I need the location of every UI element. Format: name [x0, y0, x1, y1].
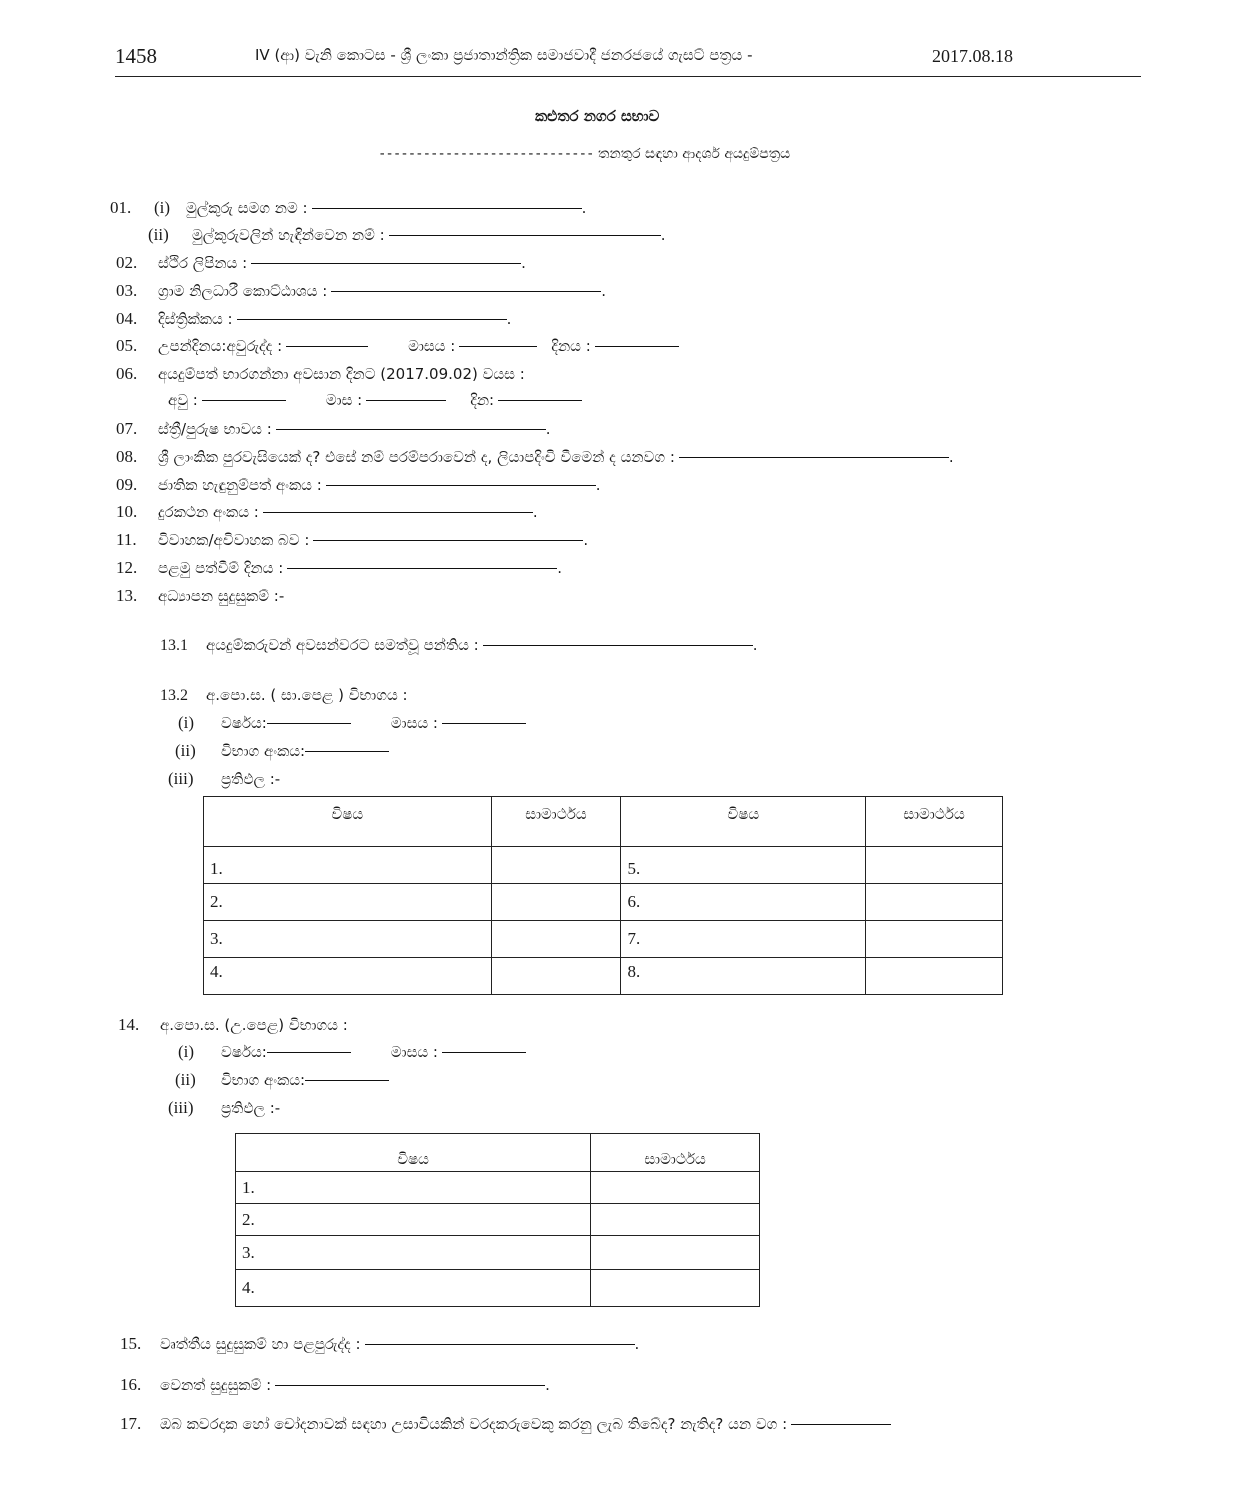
- item-number: 08.: [116, 447, 138, 466]
- table-row: [236, 1204, 760, 1236]
- gn-division-field[interactable]: [331, 291, 601, 292]
- al-index-number-field[interactable]: [305, 1080, 389, 1081]
- grade-cell[interactable]: [866, 884, 1003, 921]
- page-title: කළුතර නගර සභාව: [535, 107, 660, 125]
- field-label-other-qualifications: වෙනත් සුදුසුකම් :: [160, 1376, 272, 1394]
- field-label-gender: ස්ත්‍රී/පුරුෂ භාවය :: [158, 420, 272, 438]
- field-label-al-index: විභාග අංකය:: [221, 1071, 306, 1089]
- district-field[interactable]: [237, 319, 507, 320]
- item-number: 11.: [116, 530, 137, 549]
- grade-cell[interactable]: [491, 921, 621, 958]
- item-15: 15. වෘත්තීය සුදුසුකම් හා පළපුරුද්ද : .: [120, 1334, 640, 1353]
- column-header-pass: සාමාර්ථය: [491, 797, 621, 847]
- item-number: 16.: [120, 1375, 142, 1394]
- item-13: [116, 586, 284, 606]
- marital-status-field[interactable]: [313, 540, 583, 541]
- section-label-al-exam: අ.පො.ස. (උ.පෙළ) විභාගය :: [160, 1016, 348, 1034]
- sub-number: (ii): [175, 741, 196, 760]
- citizenship-field[interactable]: [679, 457, 949, 458]
- field-label-ol-year: වර්ෂය:: [221, 714, 267, 732]
- field-label-ol-index: විභාග අංකය:: [221, 742, 306, 760]
- item-number: 05.: [116, 336, 138, 355]
- ol-index-number-field[interactable]: [305, 751, 389, 752]
- field-label-telephone: දුරකථන අංකය :: [158, 503, 259, 521]
- item-13-1: 13.1 අයදුම්කරුවන් අවසන්වරට සමත්වූ පන්තිය : .: [160, 636, 758, 654]
- field-label-al-results: ප්‍රතිඵල :-: [221, 1099, 281, 1117]
- age-months-field[interactable]: [366, 400, 446, 401]
- field-label-birth-year: උපන්දිනය:අවුරුද්ද :: [158, 337, 283, 355]
- item-02: 02. ස්ථිර ලිපිනය : .: [116, 253, 526, 272]
- item-14: [118, 1015, 348, 1035]
- field-label-birth-month: මාසය :: [408, 337, 456, 355]
- item-11: 11. විවාහක/අවිවාහක බව : .: [116, 530, 589, 549]
- sub-number: (i): [154, 198, 171, 217]
- al-year-field[interactable]: [267, 1052, 351, 1053]
- last-class-passed-field[interactable]: [483, 645, 753, 646]
- grade-cell[interactable]: [591, 1236, 760, 1270]
- first-appointment-date-field[interactable]: [287, 568, 557, 569]
- birth-month-field[interactable]: [459, 346, 537, 347]
- field-label-address: ස්ථිර ලිපිනය :: [158, 254, 248, 272]
- column-header-pass: සාමාර්ථය: [591, 1134, 760, 1172]
- subject-cell[interactable]: 3.: [204, 921, 492, 958]
- sub-number: (i): [178, 1042, 195, 1061]
- names-by-initials-field[interactable]: [389, 235, 661, 236]
- field-label-age-months: මාස :: [325, 391, 363, 409]
- table-row: [236, 1172, 760, 1204]
- age-years-field[interactable]: [202, 400, 286, 401]
- age-days-field[interactable]: [498, 400, 582, 401]
- field-label-age: අයදුම්පත් භාරගන්නා අවසාන දිනට (2017.09.02) වයස :: [158, 365, 525, 383]
- professional-qualifications-field[interactable]: [365, 1344, 635, 1345]
- grade-cell[interactable]: [866, 958, 1003, 995]
- item-13-2: [160, 686, 408, 705]
- page-number: 1458: [115, 44, 157, 68]
- item-12: 12. පළමු පත්වීම් දිනය : .: [116, 558, 563, 577]
- ol-results-table: [203, 796, 1003, 995]
- item-number: 13.2: [160, 687, 188, 704]
- other-qualifications-field[interactable]: [275, 1385, 545, 1386]
- item-number: 02.: [116, 253, 138, 272]
- gazette-part-title: IV (ආ) වැනි කොටස - ශ්‍රී ලංකා ප්‍රජාතාන්ත්‍රික සමාජවාදී ජනරජයේ ගැසට් පත්‍රය -: [255, 46, 753, 64]
- field-label-professional-qualifications: වෘත්තීය සුදුසුකම් හා පළපුරුද්ද :: [160, 1335, 361, 1353]
- table-row: [204, 958, 1003, 995]
- ol-month-field[interactable]: [442, 723, 526, 724]
- birth-day-field[interactable]: [595, 346, 679, 347]
- field-label-nic: ජාතික හැඳුනුම්පත් අංකය :: [158, 476, 322, 494]
- permanent-address-field[interactable]: [251, 263, 521, 264]
- field-label-birth-day: දිනය :: [551, 337, 591, 355]
- table-header-row: [236, 1134, 760, 1172]
- header-rule: [115, 76, 1141, 77]
- nic-number-field[interactable]: [326, 485, 596, 486]
- table-row: [204, 884, 1003, 921]
- item-number: 03.: [116, 281, 138, 300]
- table-row: [204, 921, 1003, 958]
- page-subtitle: තනතුර සඳහා ආදර්ශ අයදුම්පත්‍රය: [598, 146, 791, 162]
- grade-cell[interactable]: [866, 921, 1003, 958]
- item-number: 10.: [116, 502, 138, 521]
- subject-cell[interactable]: 5.: [621, 847, 866, 884]
- item-number: 13.1: [160, 637, 188, 654]
- field-label-district: දිස්ත්‍රික්කය :: [158, 310, 233, 328]
- gender-field[interactable]: [276, 429, 546, 430]
- item-number: 09.: [116, 475, 138, 494]
- subject-cell[interactable]: 8.: [621, 958, 866, 995]
- item-number: 15.: [120, 1334, 142, 1353]
- subject-cell[interactable]: 1.: [204, 847, 492, 884]
- field-label-first-appointment: පළමු පත්වීම් දිනය :: [158, 559, 284, 577]
- item-09: 09. ජාතික හැඳුනුම්පත් අංකය : .: [116, 475, 601, 494]
- item-16: 16. වෙනත් සුදුසුකම් : .: [120, 1375, 550, 1394]
- subject-cell[interactable]: 3.: [236, 1236, 591, 1270]
- gazette-date: 2017.08.18: [932, 46, 1013, 66]
- sub-number: (iii): [168, 1098, 194, 1117]
- field-label-al-month: මාසය :: [390, 1043, 438, 1061]
- subject-cell[interactable]: 2.: [204, 884, 492, 921]
- item-06-age: [168, 391, 582, 409]
- column-header-subject: විෂය: [236, 1134, 591, 1172]
- table-row: [236, 1236, 760, 1270]
- field-label-name-with-initials: මුල්කුරු සමග නම :: [186, 199, 308, 217]
- item-01-ii: (ii) මුල්කුරුවලින් හැඳින්වෙන නම් : .: [148, 225, 666, 244]
- field-label-citizenship: ශ්‍රී ලාංකික පුරවැසියෙක් ද? එසේ නම් පරම්පරාවෙන් ද, ලියාපදිංචි වීමෙන් ද යනවග :: [158, 448, 675, 466]
- al-month-field[interactable]: [442, 1052, 526, 1053]
- convictions-field[interactable]: [791, 1424, 891, 1425]
- field-label-marital-status: විවාහක/අවිවාහක බව :: [158, 531, 310, 549]
- sub-number: (i): [178, 713, 195, 732]
- al-results-table: [235, 1133, 760, 1307]
- birth-year-field[interactable]: [286, 346, 368, 347]
- field-label-ol-results: ප්‍රතිඵල :-: [221, 770, 281, 788]
- table-header-row: [204, 797, 1003, 847]
- column-header-subject: විෂය: [204, 797, 492, 847]
- column-header-pass: සාමාර්ථය: [866, 797, 1003, 847]
- sub-number: (ii): [175, 1070, 196, 1089]
- sub-number: (iii): [168, 769, 194, 788]
- field-label-age-years: අවු :: [168, 391, 198, 409]
- grade-cell[interactable]: [491, 958, 621, 995]
- ol-results-row: [168, 769, 280, 789]
- item-number: 07.: [116, 419, 138, 438]
- item-04: 04. දිස්ත්‍රික්කය : .: [116, 309, 512, 328]
- al-index-row: [175, 1070, 389, 1090]
- item-06: [116, 364, 525, 384]
- field-label-convictions: ඔබ කවරදාක හෝ චෝදනාවක් සඳහා උසාවියකින් වරදකරුවෙකු කරනු ලැබ තිබේද? නැතිද? යන වග :: [160, 1415, 788, 1433]
- ol-year-row: [178, 713, 526, 733]
- item-number: 06.: [116, 364, 138, 383]
- item-17: [120, 1414, 891, 1434]
- field-label-gn-division: ග්‍රාම නිලධාරී කොට්ඨාශය :: [158, 282, 328, 300]
- item-number: 13.: [116, 586, 138, 605]
- item-number: 01.: [110, 198, 132, 217]
- subject-cell[interactable]: 1.: [236, 1172, 591, 1204]
- subject-cell[interactable]: 4.: [204, 958, 492, 995]
- item-07: 07. ස්ත්‍රී/පුරුෂ භාවය : .: [116, 419, 551, 438]
- field-label-al-year: වර්ෂය:: [221, 1043, 267, 1061]
- field-label-names-by-initials: මුල්කුරුවලින් හැඳින්වෙන නම් :: [192, 226, 385, 244]
- item-08: 08. ශ්‍රී ලාංකික පුරවැසියෙක් ද? එසේ නම් පරම්පරාවෙන් ද, ලියාපදිංචි වීමෙන් ද යනවග : .: [116, 447, 954, 466]
- subject-cell[interactable]: 4.: [236, 1270, 591, 1307]
- grade-cell[interactable]: [866, 847, 1003, 884]
- grade-cell[interactable]: [591, 1172, 760, 1204]
- subject-cell[interactable]: 2.: [236, 1204, 591, 1236]
- item-number: 04.: [116, 309, 138, 328]
- item-number: 12.: [116, 558, 138, 577]
- subject-cell[interactable]: 7.: [621, 921, 866, 958]
- grade-cell[interactable]: [591, 1270, 760, 1307]
- blank-post-dashes: -----------------------------: [378, 146, 594, 162]
- al-results-row: [168, 1098, 280, 1118]
- subject-cell[interactable]: 6.: [621, 884, 866, 921]
- section-label-ol-exam: අ.පො.ස. ( සා.පෙළ ) විභාගය :: [206, 686, 408, 704]
- section-label-education: අධ්‍යාපන සුදුසුකම් :-: [158, 587, 285, 605]
- item-number: 14.: [118, 1015, 140, 1034]
- item-05: [116, 336, 679, 356]
- item-03: 03. ග්‍රාම නිලධාරී කොට්ඨාශය : .: [116, 281, 607, 300]
- table-row: [204, 847, 1003, 884]
- column-header-subject: විෂය: [621, 797, 866, 847]
- name-with-initials-field[interactable]: [312, 208, 582, 209]
- sub-number: (ii): [148, 225, 169, 244]
- ol-index-row: [175, 741, 389, 761]
- field-label-last-class: අයදුම්කරුවන් අවසන්වරට සමත්වූ පන්තිය :: [206, 636, 479, 654]
- telephone-field[interactable]: [263, 512, 533, 513]
- grade-cell[interactable]: [591, 1204, 760, 1236]
- al-year-row: [178, 1042, 526, 1062]
- item-10: 10. දුරකථන අංකය : .: [116, 502, 538, 521]
- grade-cell[interactable]: [491, 884, 621, 921]
- field-label-age-days: දින:: [470, 391, 495, 409]
- item-01: 01. (i) මුල්කුරු සමග නම : .: [110, 198, 587, 217]
- item-number: 17.: [120, 1414, 142, 1433]
- table-row: [236, 1270, 760, 1307]
- grade-cell[interactable]: [491, 847, 621, 884]
- field-label-ol-month: මාසය :: [390, 714, 438, 732]
- ol-year-field[interactable]: [267, 723, 351, 724]
